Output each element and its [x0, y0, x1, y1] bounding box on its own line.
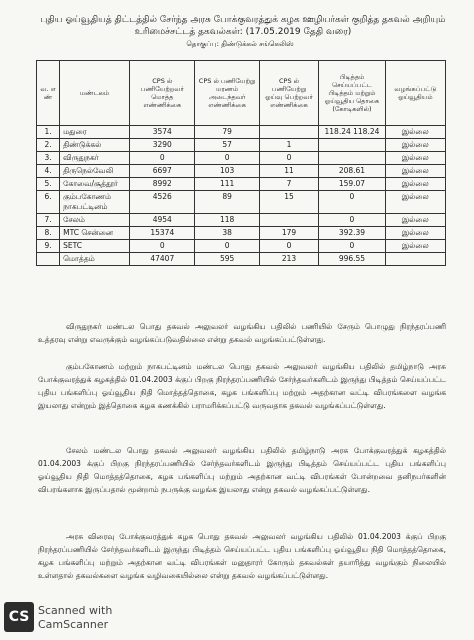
- table-cell: இல்லை: [385, 214, 445, 227]
- table-cell: [37, 253, 60, 266]
- table-cell: இல்லை: [385, 139, 445, 152]
- header-deceased: CPS ல் பணியேற்று மரணம் அடைந்தவர் எண்ணிக்கை: [195, 61, 259, 126]
- table-cell: 89: [195, 191, 259, 214]
- table-cell: 6697: [130, 165, 195, 178]
- table-cell: 0: [319, 240, 385, 253]
- header-serial: வ. எ ண்: [37, 61, 60, 126]
- table-cell: இல்லை: [385, 240, 445, 253]
- table-cell: 7.: [37, 214, 60, 227]
- table-cell: 996.55: [319, 253, 385, 266]
- table-cell: இல்லை: [385, 227, 445, 240]
- table-cell: 0: [259, 152, 318, 165]
- table-cell: 1.: [37, 126, 60, 139]
- table-cell: இல்லை: [385, 191, 445, 214]
- table-cell: 159.07: [319, 178, 385, 191]
- table-cell: 103: [195, 165, 259, 178]
- table-cell: 1: [259, 139, 318, 152]
- watermark-text: [38, 604, 112, 632]
- table-row: [37, 126, 446, 139]
- paragraph-3: சேலம் மண்டல பொது தகவல் அலுவலர் வழங்கிய பதிலில் தமிழ்நாடு அரசு போக்குவரத்துக் கழகத்தில் 01.04.2003 க்குப் பிறகு நிரந்தரப்பணியில் சேர்ந்தவர்களிடம் இருந்து பிடித்தம் செய்யப்பட்ட புதிய பங்களிப்பு ஓய்வூதிய நிதி மொத்தத்தொகை, கழக பங்களிப்பு மற்றும் அதற்கான வட்டி விபரங்கள் போன்றவை தனிநபர்களின் விபரங்களாக இருப்பதால் மூன்றாம் நபருக்கு வழங்க இயலாது என்று தகவல் வழங்கப்பட்டுள்ளது.: [38, 446, 446, 494]
- header-pension: வழங்கப்பட்டு ஓய்வூதியம்: [385, 61, 445, 126]
- table-cell: 2.: [37, 139, 60, 152]
- header-amount: பிடித்தம் செய்யப்பட்ட பிடித்தம் மற்றும் ஓய்வூதிய தொகை (கோடிகளில்): [319, 61, 385, 126]
- table-cell: 595: [195, 253, 259, 266]
- document-subtitle: தொகுப்பு: திண்டுக்கல் சங்கெலிஸ்: [186, 40, 294, 48]
- watermark-line-2: CamScanner: [38, 618, 109, 631]
- table-cell: 0: [195, 152, 259, 165]
- table-cell: 57: [195, 139, 259, 152]
- table-row: [37, 214, 446, 227]
- header-retired: CPS ல் பணியேற்று ஓய்வு பெற்றவர் எண்ணிக்கை: [259, 61, 318, 126]
- cps-table: [36, 60, 446, 266]
- table-row: [37, 152, 446, 165]
- table-cell: திண்டுக்கல்: [60, 139, 130, 152]
- table-cell: 0: [195, 240, 259, 253]
- table-cell: 0: [319, 214, 385, 227]
- table-cell: இல்லை: [385, 178, 445, 191]
- table-cell: 3.: [37, 152, 60, 165]
- table-cell: 213: [259, 253, 318, 266]
- table-cell: 11: [259, 165, 318, 178]
- table-cell: 0: [259, 240, 318, 253]
- table-row: [37, 227, 446, 240]
- table-cell: 0: [130, 152, 195, 165]
- table-cell: [319, 152, 385, 165]
- table-cell: சேலம்: [60, 214, 130, 227]
- table-cell: 118.24 118.24: [319, 126, 385, 139]
- table-cell: இல்லை: [385, 126, 445, 139]
- table-cell: இல்லை: [385, 165, 445, 178]
- table-cell: [259, 126, 318, 139]
- table-cell: 7: [259, 178, 318, 191]
- table-cell: 47407: [130, 253, 195, 266]
- table-row: [37, 178, 446, 191]
- table-cell: [319, 139, 385, 152]
- table-cell: 6.: [37, 191, 60, 214]
- table-cell: 15374: [130, 227, 195, 240]
- table-cell: 208.61: [319, 165, 385, 178]
- camscanner-logo: CS: [4, 602, 34, 632]
- paragraph-4: அரசு விரைவு போக்குவரத்துக் கழக பொது தகவல் அலுவலர் வழங்கிய பதிலில் 01.04.2003 க்குப் பிறகு நிரந்தரப்பணியில் சேர்ந்தவர்களிடம் இருந்து பிடித்தம் செய்யப்பட்ட புதிய பங்களிப்பு ஓய்வூதிய நிதி மொத்தத்தொகை, கழக பங்களிப்பு மற்றும் அதற்கான வட்டி விபரங்கள் மனுதாரர் கோரும் தகவல்கள் தயாரித்து வழங்கும் நிலையில் உள்ளதால் தகவல்களை வழங்க வழிவகையில்லை என்று தகவல் வழங்கப்பட்டுள்ளது.: [38, 532, 446, 580]
- table-cell: 0: [130, 240, 195, 253]
- table-row: [37, 139, 446, 152]
- table-cell: 8.: [37, 227, 60, 240]
- table-cell: SETC: [60, 240, 130, 253]
- table-cell: இல்லை: [385, 152, 445, 165]
- table-cell: [259, 214, 318, 227]
- paragraph-2: கும்பகோணம் மற்றும் நாகபட்டினம் மண்டல பொது தகவல் அலுவலர் வழங்கிய பதிலில் தமிழ்நாடு அரசு போக்குவரத்துக் கழகத்தில் 01.04.2003 க்குப் பிறகு நிரந்தரப்பணியில் சேர்ந்தவர்களிடம் இருந்து பிடித்தம் செய்யப்பட்ட புதிய பங்களிப்பு ஓய்வூதிய நிதி மொத்தத்தொகை, கழக பங்களிப்பு மற்றும் அதற்கான வட்டி விபரங்களை வழங்க இயலாது என்றும் இத்தொகை கழக கணக்கில் பராமரிக்கப்பட்டு வருவதாக தகவல் வழங்கப்பட்டுள்ளது.: [38, 362, 447, 410]
- table-cell: 392.39: [319, 227, 385, 240]
- table-cell: 15: [259, 191, 318, 214]
- table-row: [37, 191, 446, 214]
- table-cell: விருதுநகர்: [60, 152, 130, 165]
- table-cell: மதுரை: [60, 126, 130, 139]
- table-row: [37, 240, 446, 253]
- table-row: [37, 165, 446, 178]
- table-cell: மொத்தம்: [60, 253, 130, 266]
- table-cell: MTC சென்னை: [60, 227, 130, 240]
- table-row: [37, 253, 446, 266]
- table-cell: 111: [195, 178, 259, 191]
- table-cell: 3574: [130, 126, 195, 139]
- header-joined: CPS ல் பணியேற்றவர் மொத்த எண்ணிக்கை: [130, 61, 195, 126]
- table-header-row: [37, 61, 446, 126]
- table-cell: கும்பகோணம் நாகபட்டினம்: [60, 191, 130, 214]
- table-cell: 4526: [130, 191, 195, 214]
- table-cell: 5.: [37, 178, 60, 191]
- table-cell: 38: [195, 227, 259, 240]
- table-cell: 79: [195, 126, 259, 139]
- paragraph-1: விருதுநகர் மண்டல பொது தகவல் அலுவலர் வழங்கிய பதிலில் பணியில் சேரும் பொழுது நிரந்தரப்பணி உத்தரவு என்று எவருக்கும் வழங்கப்படுவதில்லை என்று தகவல் வழங்கப்பட்டுள்ளது.: [38, 322, 446, 344]
- table-cell: திருநெல்வேலி: [60, 165, 130, 178]
- table-cell: 0: [319, 191, 385, 214]
- document-title: புதிய ஓய்வூதியத் திட்டத்தில் சேர்ந்த அரசு போக்குவரத்துக் கழக ஊழியர்கள் குறித்த தகவல் அறியும் உரிமைச்சட்டத் தகவல்கள்: (17.05.2019 தேதி வரை): [40, 15, 446, 37]
- table-cell: 179: [259, 227, 318, 240]
- watermark-line-1: Scanned with: [38, 604, 113, 617]
- table-cell: 4.: [37, 165, 60, 178]
- table-cell: 9.: [37, 240, 60, 253]
- header-region: மண்டலம்: [60, 61, 130, 126]
- table-cell: கோவை/சூத்தூர்: [60, 178, 130, 191]
- table-cell: 118: [195, 214, 259, 227]
- table-cell: [385, 253, 445, 266]
- table-cell: 8992: [130, 178, 195, 191]
- table-cell: 4954: [130, 214, 195, 227]
- table-cell: 3290: [130, 139, 195, 152]
